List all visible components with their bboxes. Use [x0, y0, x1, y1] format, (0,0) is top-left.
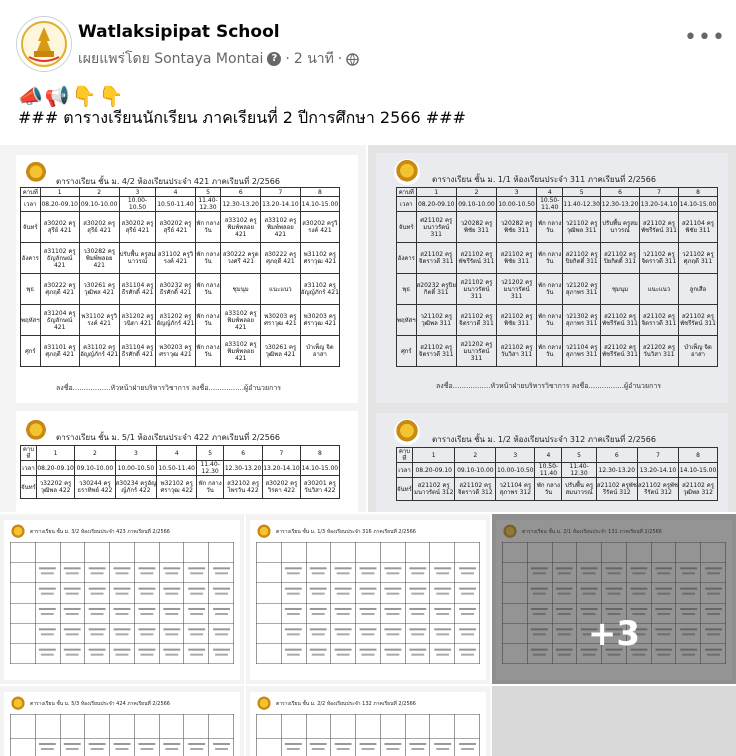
school-logo-icon [17, 17, 71, 71]
photo-5[interactable] [492, 514, 736, 684]
globe-icon[interactable] [346, 53, 359, 66]
table-cell: ปรับพื้น ครูสมนาวรณ์ [119, 243, 156, 274]
table-cell: เวลา [397, 463, 413, 478]
school-seal-icon [24, 161, 48, 185]
table-cell: 3 [115, 446, 157, 461]
table-cell: ส30202 ครูวิรดา 422 [263, 476, 301, 499]
table-cell: ปรับพื้น ครูสมนาวรณ์ [601, 212, 640, 243]
table-cell: 11.40-12.30 [562, 463, 596, 478]
table-cell: พัก กลางวัน [535, 478, 562, 501]
period-row [397, 188, 718, 197]
table-cell: ว21102 ครูวุฒิพล 311 [563, 212, 601, 243]
table-cell: พัก กลางวัน [195, 274, 221, 305]
table-cell: ส21202 ครูวันวิสา 311 [640, 336, 679, 367]
table-cell: จันทร์ [397, 212, 417, 243]
table-cell: 08.20-09.10 [36, 461, 74, 476]
table-cell: พุธ [397, 274, 417, 305]
table-cell: พุธ [21, 274, 41, 305]
post-text: ### ตารางเรียนนักเรียน ภาคเรียนที่ 2 ปีการศึกษา 2566 ### [18, 108, 466, 127]
schedule-table [396, 187, 718, 367]
table-cell: 13.20-14.10 [637, 463, 678, 478]
schedule-table [20, 445, 340, 499]
table-cell: 11.40-12.30 [195, 197, 221, 212]
table-cell: ศ21102 ครูมนาวรัตน์ 311 [416, 212, 456, 243]
table-cell: 2 [79, 188, 119, 197]
table-cell: ส30202 ครูสุรีย์ 421 [119, 212, 156, 243]
table-cell: ส31104 ครูธีรศักดิ์ 421 [119, 274, 156, 305]
table-cell: เวลา [21, 197, 41, 212]
pointing-down-icon: 👇 [71, 84, 97, 108]
table-cell: 2 [456, 188, 496, 197]
table-cell: 7 [263, 446, 301, 461]
table-cell: ศุกร์ [21, 336, 41, 367]
table-cell: 10.50-11.40 [156, 197, 195, 212]
table-cell: จันทร์ [21, 476, 37, 499]
table-cell: พัก กลางวัน [195, 212, 221, 243]
table-cell: ส21102 ครูจิตราวดี 311 [416, 243, 456, 274]
table-cell: 5 [562, 448, 596, 463]
table-cell: ปรับพื้น ครูสมนาวรณ์ [562, 478, 596, 501]
table-cell: 12.30-13.20 [224, 461, 263, 476]
table-cell: ชุมนุม [601, 274, 640, 305]
table-cell: ส21102 ครูพัชรีรัตน์ 311 [678, 305, 717, 336]
school-seal-icon [24, 419, 48, 443]
table-cell: ว21302 ครูสุภาพร 311 [563, 305, 601, 336]
table-cell: คาบที่ [21, 446, 37, 461]
table-cell: ส31202 ครูอัญญ์ภักร์ 421 [156, 305, 195, 336]
table-cell: ชุมนุม [221, 274, 261, 305]
table-cell: พัก กลางวัน [537, 212, 563, 243]
table-cell: 12.30-13.20 [221, 197, 261, 212]
table-cell: ส30202 ครูสุรีย์ 421 [156, 212, 195, 243]
table-cell: ว21102 ครูวุฒิพล 311 [416, 305, 456, 336]
table-cell: ส30234 ครูอัญญ์ภักร์ 422 [115, 476, 157, 499]
table-cell: 4 [156, 188, 195, 197]
table-cell: พัก กลางวัน [537, 336, 563, 367]
table-row [397, 212, 718, 243]
photo-3[interactable] [0, 514, 244, 684]
post-time[interactable]: 2 นาที [293, 51, 334, 67]
table-cell: 14.10-15.00 [678, 197, 717, 212]
table-cell: ส32102 ครูไพรวัน 422 [224, 476, 263, 499]
period-row [21, 446, 340, 461]
table-cell: 7 [640, 188, 679, 197]
table-cell: พ31102 ครูวิรงค์ 421 [79, 305, 119, 336]
table-row [21, 305, 340, 336]
table-cell: ส31204 ครูธัญลักษณ์ 421 [40, 305, 79, 336]
table-cell: ว30282 ครูพิมพ์พลอย 421 [79, 243, 119, 274]
schedule-title: ตารางเรียน ชั้น ม. 3/2 ห้องเรียนประจำ 423 ภาคเรียนที่ 2/2566 [30, 529, 170, 535]
table-row [397, 478, 718, 501]
table-row [21, 274, 340, 305]
table-cell: อังคาร [21, 243, 41, 274]
table-row [397, 274, 718, 305]
photo-4[interactable] [246, 514, 490, 684]
table-cell: พัก กลางวัน [195, 305, 221, 336]
table-cell: อ33102 ครูพิมพ์พลอย 421 [221, 305, 261, 336]
schedule-doc [376, 153, 728, 403]
table-cell: 08.20-09.10 [40, 197, 79, 212]
table-cell: 11.40-12.30 [563, 197, 601, 212]
table-cell: 8 [300, 188, 339, 197]
loudspeaker-icon: 📢 [44, 84, 70, 108]
table-cell: 13.20-14.10 [640, 197, 679, 212]
table-cell: ส31102 ครูธัญลักษณ์ 421 [40, 243, 79, 274]
table-cell: 2 [75, 446, 115, 461]
table-cell: ส30232 ครูธีรศักดิ์ 421 [156, 274, 195, 305]
table-cell: ว21104 ครูสุภาพร 312 [496, 478, 535, 501]
schedule-doc [4, 520, 240, 680]
table-cell: อ33102 ครูพิมพ์พลอย 421 [221, 336, 261, 367]
table-cell: ส31202 ครูวนิดา 421 [119, 305, 156, 336]
table-cell: เวลา [397, 197, 417, 212]
table-cell: 3 [496, 448, 535, 463]
table-cell: 2 [455, 448, 496, 463]
table-cell: ส31101 ครูศุภฤดี 421 [40, 336, 79, 367]
table-cell: ส21102 ครูจิตราวดี 312 [455, 478, 496, 501]
table-cell: ส21102 ครูพัชรีรัตน์ 312 [596, 478, 637, 501]
time-row [397, 463, 718, 478]
schedule-doc [250, 692, 486, 756]
table-cell: แนะแนว [640, 274, 679, 305]
table-cell: พัก กลางวัน [537, 305, 563, 336]
table-cell: 1 [40, 188, 79, 197]
schedule-table [10, 542, 234, 664]
photo-6[interactable] [0, 686, 244, 756]
table-cell: ลูกเสือ [678, 274, 717, 305]
page-name-link[interactable]: Watlaksipipat School [78, 22, 280, 42]
table-cell: ว20282 ครูพิชัย 311 [456, 212, 496, 243]
table-cell: 8 [678, 188, 717, 197]
table-cell: ส20232 ครูปิยกิตติ์ 311 [416, 274, 456, 305]
school-seal-icon [394, 159, 420, 185]
table-cell: 3 [119, 188, 156, 197]
photo-1[interactable] [0, 145, 366, 512]
question-icon[interactable]: ? [267, 52, 281, 66]
table-cell: ส30202 ครูสุรีย์ 421 [40, 212, 79, 243]
table-cell: ส21104 ครูพิชัย 311 [678, 212, 717, 243]
table-cell: 14.10-15.00 [300, 197, 339, 212]
table-cell: ส21102 ครูพัชรีรัตน์ 311 [456, 243, 496, 274]
table-cell: 1 [416, 188, 456, 197]
table-cell: เวลา [21, 461, 37, 476]
table-cell: ศุกร์ [397, 336, 417, 367]
table-cell: ส21102 ครูจิตราวดี 311 [640, 305, 679, 336]
table-cell: ว21202 ครูสุภาพร 311 [563, 274, 601, 305]
table-cell: 1 [36, 446, 74, 461]
table-cell: 10.50-11.40 [535, 463, 562, 478]
table-cell: ส21102 ครูพัชรีรัตน์ 311 [640, 212, 679, 243]
table-cell: 13.20-14.10 [263, 461, 301, 476]
table-cell: ส21102 ครูวันวิสา 311 [497, 336, 537, 367]
table-cell: พ31102 ครูศราวุฒ 421 [300, 243, 339, 274]
more-photos-overlay[interactable] [492, 514, 736, 684]
school-seal-icon [394, 419, 420, 445]
table-cell: ส21102 ครูปิยกิตติ์ 311 [563, 243, 601, 274]
schedule-title: ตารางเรียน ชั้น ม. 4/2 ห้องเรียนประจำ 421 ภาคเรียนที่ 2/2566 [56, 177, 280, 186]
post-header [16, 16, 726, 72]
emoji-row [18, 84, 126, 108]
schedule-title: ตารางเรียน ชั้น ม. 5/1 ห้องเรียนประจำ 422 ภาคเรียนที่ 2/2566 [56, 433, 280, 442]
school-seal-icon [256, 524, 272, 540]
table-cell: ส21102 ครูปิยกิตติ์ 311 [601, 243, 640, 274]
schedule-title: ตารางเรียน ชั้น ม. 1/3 ห้องเรียนประจำ 316 ภาคเรียนที่ 2/2566 [276, 529, 416, 535]
table-cell: 14.10-15.00 [300, 461, 339, 476]
table-cell: พ32102 ครูศราวุฒ 422 [157, 476, 197, 499]
schedule-title: ตารางเรียน ชั้น ม. 1/2 ห้องเรียนประจำ 312 ภาคเรียนที่ 2/2566 [432, 435, 656, 444]
schedule-doc [4, 692, 240, 756]
table-cell: ส30201 ครูวันวิสา 422 [300, 476, 339, 499]
table-cell: 10.50-11.40 [157, 461, 197, 476]
table-cell: พ30203 ครูศราวุฒ 421 [300, 305, 339, 336]
table-cell: 5 [195, 188, 221, 197]
table-cell: คาบที่ [21, 188, 41, 197]
table-cell: ส31102 ครูอัญญ์ภักร์ 421 [300, 274, 339, 305]
table-cell: ส21102 ครูพัชรีรัตน์ 312 [637, 478, 678, 501]
table-row [397, 305, 718, 336]
table-cell: 09.10-10.00 [455, 463, 496, 478]
table-cell: 3 [497, 188, 537, 197]
table-cell: พฤหัสฯ [21, 305, 41, 336]
table-cell: ว21102 ครูศุภฤดี 311 [678, 243, 717, 274]
table-cell: ส31104 ครูธีรศักดิ์ 421 [119, 336, 156, 367]
time-row [21, 197, 340, 212]
table-cell: 10.00-10.50 [496, 463, 535, 478]
table-cell: ว21202 ครูมนาวรัตน์ 311 [497, 274, 537, 305]
schedule-doc [16, 155, 358, 403]
table-cell: 10.00-10.50 [115, 461, 157, 476]
schedule-title: ตารางเรียน ชั้น ม. 1/1 ห้องเรียนประจำ 311 ภาคเรียนที่ 2/2566 [432, 175, 656, 184]
table-cell: พัก กลางวัน [195, 336, 221, 367]
mini-grid-lines [10, 542, 234, 664]
table-cell: พัก กลางวัน [197, 476, 224, 499]
table-cell: 09.10-10.00 [75, 461, 115, 476]
table-cell: 12.30-13.20 [601, 197, 640, 212]
table-cell: 11.40-12.30 [197, 461, 224, 476]
pointing-down-icon: 👇 [98, 84, 124, 108]
signature-line: ลงชื่อ.................หัวหน้าฝ่ายบริหารวิชาการ ลงชื่อ................ผู้อำนวยการ [436, 382, 662, 390]
published-by-text[interactable]: เผยแพร่โดย Sontaya Montai [78, 51, 264, 67]
period-row [397, 448, 718, 463]
table-cell: พัก กลางวัน [195, 243, 221, 274]
table-row [21, 476, 340, 499]
photo-2[interactable] [368, 145, 736, 512]
table-cell: ส21102 ครูมนาวรัตน์ 312 [412, 478, 455, 501]
table-cell: ส30202 ครูสุรีย์ 421 [79, 212, 119, 243]
table-cell: 08.20-09.10 [412, 463, 455, 478]
schedule-table [256, 714, 480, 756]
photo-8[interactable] [492, 686, 736, 756]
time-row [397, 197, 718, 212]
photo-7[interactable] [246, 686, 490, 756]
table-cell: ส21102 ครูพิชัย 311 [497, 243, 537, 274]
table-cell: บำเพ็ญ จิตอาสา [678, 336, 717, 367]
schedule-table [396, 447, 718, 501]
table-cell: พ30203 ครูศราวุฒ 421 [156, 336, 195, 367]
table-cell: ว30244 ครูธราทิพย์ 422 [75, 476, 115, 499]
table-cell: ส30222 ครูศุภฤดี 421 [40, 274, 79, 305]
table-cell: 6 [596, 448, 637, 463]
mini-grid-lines [256, 714, 480, 756]
table-cell: ส21102 ครูพิชัย 311 [497, 305, 537, 336]
table-cell: 5 [197, 446, 224, 461]
table-cell: คาบที่ [397, 448, 413, 463]
megaphone-icon: 📣 [18, 84, 43, 108]
table-cell: ส21102 ครูพัชรีรัตน์ 311 [601, 336, 640, 367]
table-cell: 09.10-10.00 [456, 197, 496, 212]
meta-separator-2: · [337, 51, 343, 67]
table-cell: คาบที่ [397, 188, 417, 197]
table-cell: ส21102 ครูจิตราวดี 311 [416, 336, 456, 367]
table-cell: 5 [563, 188, 601, 197]
schedule-doc [250, 520, 486, 680]
mini-grid-lines [256, 542, 480, 664]
page-avatar[interactable] [16, 16, 72, 72]
table-cell: ส21102 ครูมนาวรัตน์ 311 [456, 274, 496, 305]
table-cell: 7 [637, 448, 678, 463]
school-seal-icon [256, 696, 272, 712]
table-cell: 6 [221, 188, 261, 197]
table-cell: 8 [679, 448, 718, 463]
table-cell: ว21102 ครูจิตราวดี 311 [640, 243, 679, 274]
table-row [397, 243, 718, 274]
table-cell: ส30222 ครูศุภฤดี 421 [261, 243, 301, 274]
table-cell: ว32202 ครูวุฒิพล 422 [36, 476, 74, 499]
table-cell: ส21102 ครูจิตราวดี 311 [456, 305, 496, 336]
table-cell: พัก กลางวัน [537, 274, 563, 305]
meta-separator: · [285, 51, 290, 67]
table-cell: 4 [537, 188, 563, 197]
table-cell: 7 [261, 188, 301, 197]
school-seal-icon [10, 696, 26, 712]
table-cell: 4 [157, 446, 197, 461]
signature-line: ลงชื่อ.................หัวหน้าฝ่ายบริหารวิชาการ ลงชื่อ................ผู้อำนวยการ [56, 384, 282, 392]
table-cell: 13.20-14.10 [261, 197, 301, 212]
table-cell: 12.30-13.20 [596, 463, 637, 478]
table-cell: จันทร์ [397, 478, 413, 501]
table-cell: ส30222 ครูดวงศรี 421 [221, 243, 261, 274]
table-cell: ค31102 ครูอัญญ์ภักร์ 421 [79, 336, 119, 367]
table-cell: ส21202 ครูมนาวรัตน์ 311 [456, 336, 496, 367]
more-photos-count[interactable]: +3 [587, 614, 641, 654]
schedule-title: ตารางเรียน ชั้น ม. 2/2 ห้องเรียนประจำ 132 ภาคเรียนที่ 2/2566 [276, 701, 416, 707]
table-cell: ส31102 ครูวิรงค์ 421 [156, 243, 195, 274]
table-cell: 1 [412, 448, 455, 463]
table-cell: 09.10-10.00 [79, 197, 119, 212]
school-seal-icon [10, 524, 26, 540]
table-cell: ส30202 ครูวิรงค์ 421 [300, 212, 339, 243]
schedule-title: ตารางเรียน ชั้น ม. 5/3 ห้องเรียนประจำ 424 ภาคเรียนที่ 2/2566 [30, 701, 170, 707]
table-cell: 10.00-10.50 [497, 197, 537, 212]
schedule-table [10, 714, 234, 756]
table-cell: ว20282 ครูพิชัย 311 [497, 212, 537, 243]
table-cell: 10.00-10.50 [119, 197, 156, 212]
table-cell: 4 [535, 448, 562, 463]
schedule-table [20, 187, 340, 367]
table-cell: 8 [300, 446, 339, 461]
table-cell: ส33102 ครูพิมพ์พลอย 421 [261, 212, 301, 243]
table-cell: จันทร์ [21, 212, 41, 243]
table-cell: ว30261 ครูวุฒิพล 421 [261, 336, 301, 367]
table-cell: ว30261 ครูวุฒิพล 421 [79, 274, 119, 305]
period-row [21, 188, 340, 197]
table-cell: ส21102 ครูพัชรีรัตน์ 311 [601, 305, 640, 336]
table-cell: 10.50-11.40 [537, 197, 563, 212]
time-row [21, 461, 340, 476]
table-cell: พฤหัสฯ [397, 305, 417, 336]
table-cell: 6 [224, 446, 263, 461]
table-cell: 6 [601, 188, 640, 197]
post-meta [78, 48, 359, 70]
table-cell: 14.10-15.00 [679, 463, 718, 478]
table-cell: ว21104 ครูสุภาพร 311 [563, 336, 601, 367]
schedule-table [256, 542, 480, 664]
table-cell: พัก กลางวัน [537, 243, 563, 274]
schedule-doc [376, 413, 728, 512]
table-cell: พ30203 ครูศราวุฒ 421 [261, 305, 301, 336]
table-cell: ส33102 ครูพิมพ์พลอย 421 [221, 212, 261, 243]
table-cell: ส21102 ครูวุฒิพล 312 [679, 478, 718, 501]
more-options-button[interactable]: ••• [684, 25, 726, 50]
schedule-doc [16, 411, 358, 512]
table-cell: 08.20-09.10 [416, 197, 456, 212]
table-row [21, 336, 340, 367]
table-cell: อังคาร [397, 243, 417, 274]
table-row [397, 336, 718, 367]
table-cell: บำเพ็ญ จิตอาสา [300, 336, 339, 367]
mini-grid-lines [10, 714, 234, 756]
table-row [21, 212, 340, 243]
table-row [21, 243, 340, 274]
table-cell: แนะแนว [261, 274, 301, 305]
